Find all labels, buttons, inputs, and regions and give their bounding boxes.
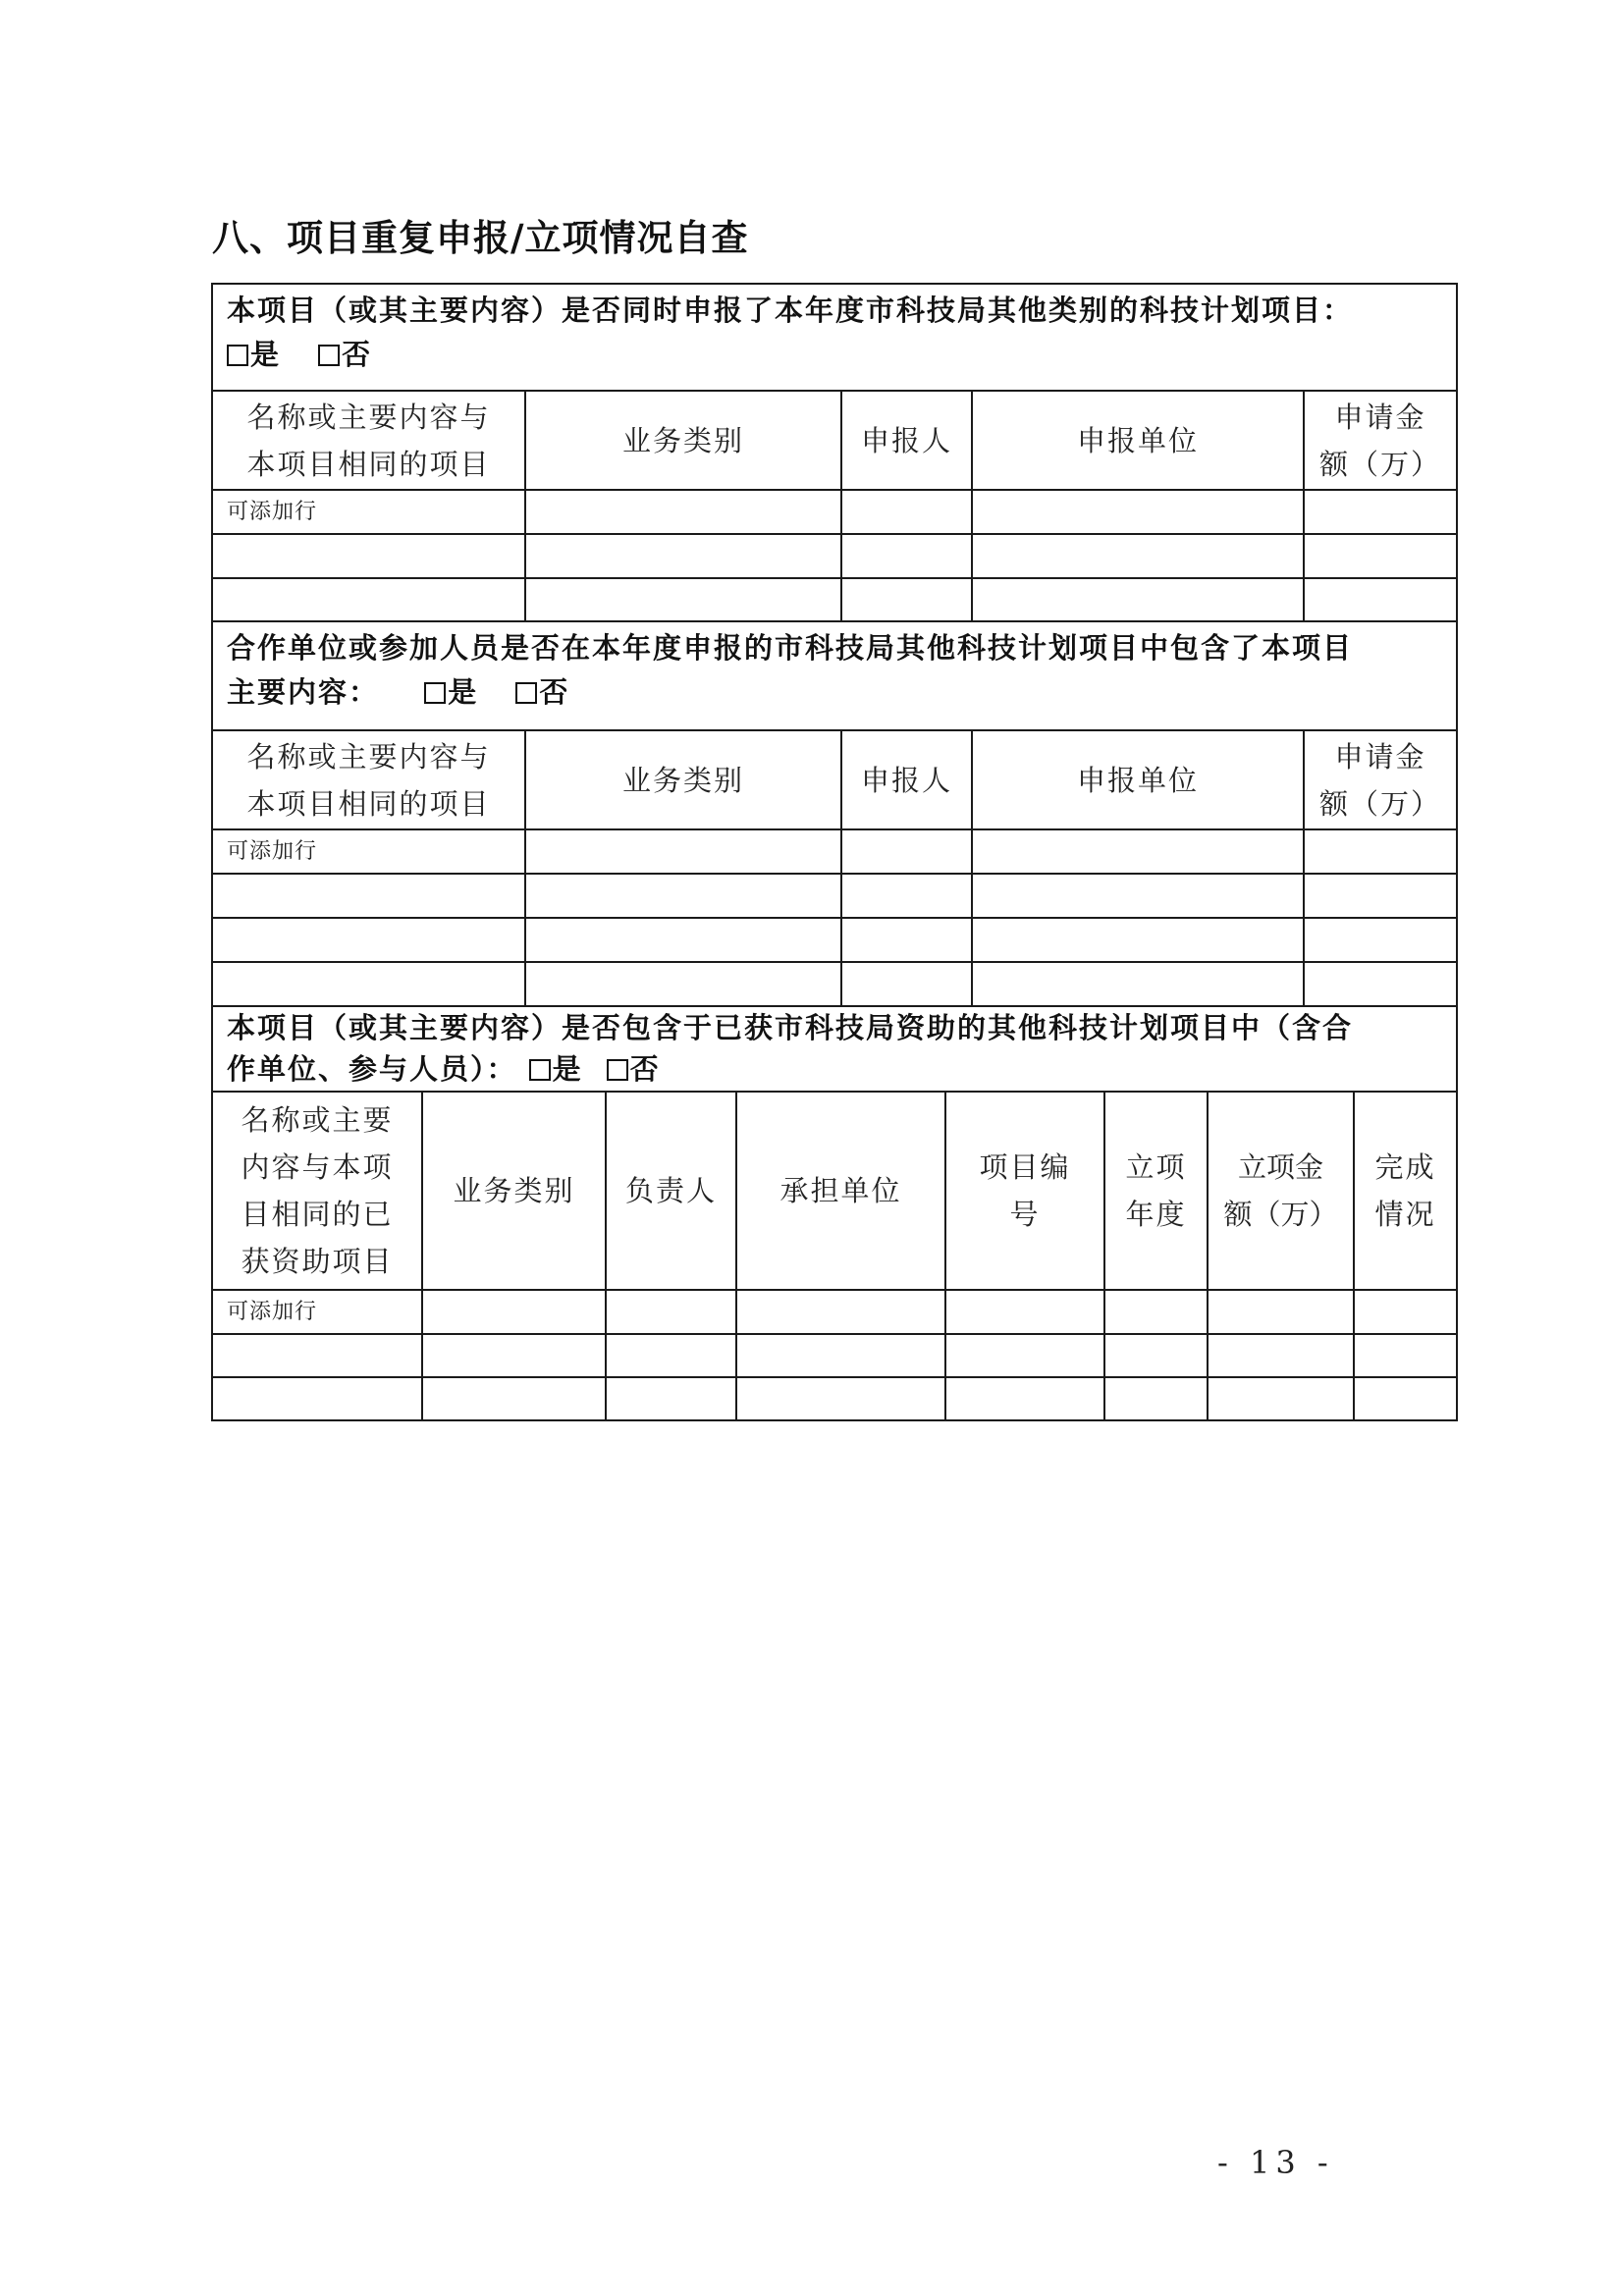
header-cell: 名称或主要 内容与本项 目相同的已 获资助项目 [212, 1092, 422, 1290]
header-cell: 立项 年度 [1104, 1092, 1208, 1290]
section3-question: 本项目（或其主要内容）是否包含于已获市科技局资助的其他科技计划项目中（含合 作单位、参与人员）： 是 否 [212, 1006, 1457, 1092]
table-cell[interactable] [422, 1290, 606, 1334]
table-cell[interactable] [1304, 534, 1457, 578]
table-cell[interactable] [1304, 490, 1457, 534]
table-row [212, 1290, 1457, 1334]
table-cell[interactable] [841, 829, 972, 874]
table-cell[interactable] [972, 962, 1304, 1006]
header-cell: 申报人 [841, 391, 972, 490]
header-cell: 完成 情况 [1354, 1092, 1457, 1290]
table-cell[interactable] [945, 1377, 1104, 1420]
table-cell[interactable] [212, 578, 525, 621]
table-cell[interactable] [525, 962, 841, 1006]
table-cell[interactable] [972, 490, 1304, 534]
header-cell: 申报单位 [972, 730, 1304, 829]
table-cell[interactable] [736, 1290, 945, 1334]
header-cell: 申报人 [841, 730, 972, 829]
table-cell[interactable] [841, 962, 972, 1006]
header-cell: 申请金 额（万） [1304, 730, 1457, 829]
table-row [212, 829, 1457, 874]
table-cell[interactable] [736, 1377, 945, 1420]
add-row-hint[interactable]: 可添加行 [212, 829, 525, 874]
section2-option-no[interactable]: 否 [515, 670, 569, 715]
table-row [212, 578, 1457, 621]
table-cell[interactable] [736, 1334, 945, 1377]
section2-table [211, 620, 1458, 1007]
header-cell: 名称或主要内容与 本项目相同的项目 [212, 391, 525, 490]
checkbox-icon[interactable] [227, 345, 248, 366]
table-cell[interactable] [212, 874, 525, 918]
table-cell[interactable] [1304, 918, 1457, 962]
table-row [212, 918, 1457, 962]
section2-header-row [212, 730, 1457, 829]
section3-header-row [212, 1092, 1457, 1290]
header-cell: 业务类别 [422, 1092, 606, 1290]
table-row [212, 874, 1457, 918]
table-cell[interactable] [841, 534, 972, 578]
table-cell[interactable] [972, 874, 1304, 918]
header-cell: 申报单位 [972, 391, 1304, 490]
table-row [212, 1334, 1457, 1377]
checkbox-icon[interactable] [607, 1059, 628, 1081]
table-row [212, 1377, 1457, 1420]
table-cell[interactable] [1208, 1334, 1354, 1377]
section1-table [211, 283, 1458, 622]
table-cell[interactable] [1104, 1377, 1208, 1420]
add-row-hint[interactable]: 可添加行 [212, 490, 525, 534]
section3-option-yes[interactable]: 是 [529, 1048, 583, 1090]
checkbox-icon[interactable] [515, 682, 537, 704]
table-cell[interactable] [1104, 1290, 1208, 1334]
table-cell[interactable] [972, 534, 1304, 578]
table-row [212, 962, 1457, 1006]
section2-question: 合作单位或参加人员是否在本年度申报的市科技局其他科技计划项目中包含了本项目 主要内容： 是 否 [212, 621, 1457, 730]
table-cell[interactable] [212, 1334, 422, 1377]
table-cell[interactable] [972, 918, 1304, 962]
table-cell[interactable] [1354, 1334, 1457, 1377]
section3-table [211, 1005, 1458, 1421]
table-cell[interactable] [841, 490, 972, 534]
add-row-hint[interactable]: 可添加行 [212, 1290, 422, 1334]
table-cell[interactable] [1354, 1290, 1457, 1334]
table-cell[interactable] [606, 1377, 736, 1420]
section1-option-no[interactable]: 否 [318, 333, 372, 377]
checkbox-icon[interactable] [424, 682, 446, 704]
table-cell[interactable] [1304, 962, 1457, 1006]
table-cell[interactable] [972, 829, 1304, 874]
header-cell: 业务类别 [525, 730, 841, 829]
header-cell: 申请金 额（万） [1304, 391, 1457, 490]
header-cell: 项目编 号 [945, 1092, 1104, 1290]
header-cell: 承担单位 [736, 1092, 945, 1290]
header-cell: 负责人 [606, 1092, 736, 1290]
table-cell[interactable] [1208, 1290, 1354, 1334]
table-cell[interactable] [606, 1334, 736, 1377]
table-cell[interactable] [1304, 829, 1457, 874]
table-row [212, 490, 1457, 534]
table-cell[interactable] [212, 1377, 422, 1420]
section3-option-no[interactable]: 否 [607, 1048, 661, 1090]
header-cell: 业务类别 [525, 391, 841, 490]
table-cell[interactable] [945, 1334, 1104, 1377]
section1-header-row [212, 391, 1457, 490]
section1-option-yes[interactable]: 是 [227, 333, 281, 377]
checkbox-icon[interactable] [318, 345, 340, 366]
table-cell[interactable] [525, 874, 841, 918]
section2-option-yes[interactable]: 是 [424, 670, 478, 715]
table-cell[interactable] [841, 918, 972, 962]
table-cell[interactable] [422, 1334, 606, 1377]
page-number: - 13 - [1217, 2144, 1334, 2181]
table-cell[interactable] [1208, 1377, 1354, 1420]
table-cell[interactable] [1304, 874, 1457, 918]
table-cell[interactable] [606, 1290, 736, 1334]
table-cell[interactable] [212, 534, 525, 578]
table-cell[interactable] [1304, 578, 1457, 621]
table-cell[interactable] [212, 918, 525, 962]
header-cell: 名称或主要内容与 本项目相同的项目 [212, 730, 525, 829]
table-cell[interactable] [212, 962, 525, 1006]
table-cell[interactable] [945, 1290, 1104, 1334]
header-cell: 立项金 额（万） [1208, 1092, 1354, 1290]
table-cell[interactable] [972, 578, 1304, 621]
table-cell[interactable] [841, 578, 972, 621]
table-row [212, 534, 1457, 578]
table-cell[interactable] [525, 918, 841, 962]
table-cell[interactable] [525, 534, 841, 578]
page-title: 八、项目重复申报/立项情况自查 [212, 217, 749, 259]
table-cell[interactable] [841, 874, 972, 918]
table-cell[interactable] [1354, 1377, 1457, 1420]
table-cell[interactable] [422, 1377, 606, 1420]
table-cell[interactable] [525, 829, 841, 874]
table-cell[interactable] [1104, 1334, 1208, 1377]
table-cell[interactable] [525, 578, 841, 621]
table-cell[interactable] [525, 490, 841, 534]
checkbox-icon[interactable] [529, 1059, 551, 1081]
section1-question: 本项目（或其主要内容）是否同时申报了本年度市科技局其他类别的科技计划项目： 是 否 [212, 284, 1457, 391]
